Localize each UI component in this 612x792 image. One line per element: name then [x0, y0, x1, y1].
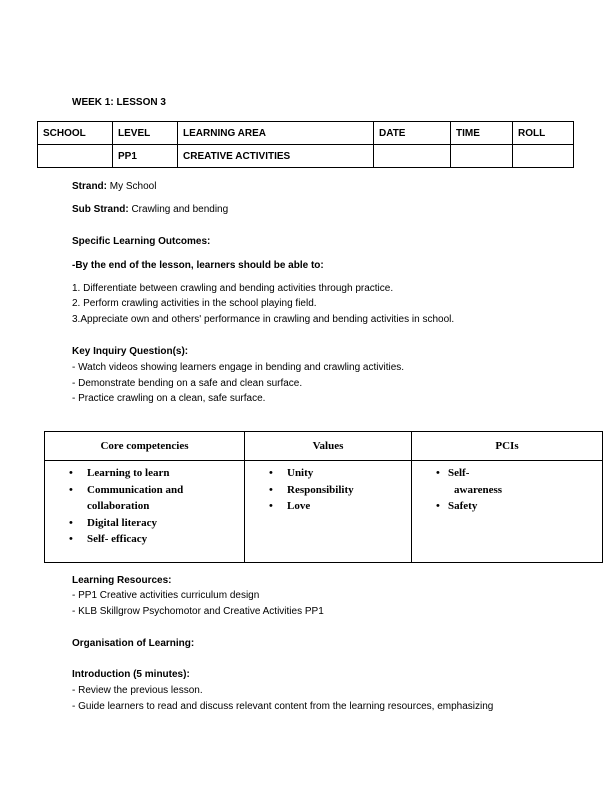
cell-school	[38, 145, 113, 168]
strand-line	[72, 181, 156, 192]
cell-date	[374, 145, 451, 168]
resource-item: - PP1 Creative activities curriculum design	[72, 590, 260, 601]
header-time: TIME	[451, 122, 513, 145]
inquiry-title: Key Inquiry Question(s):	[72, 346, 189, 357]
list-item: • Self-	[448, 465, 601, 482]
bullet-icon: •	[69, 533, 73, 545]
bullet-icon: •	[69, 516, 73, 529]
bullet-icon: •	[436, 500, 440, 512]
list-item: • Responsibility	[287, 482, 410, 499]
header-date: DATE	[374, 122, 451, 145]
header-pcis: PCIs	[412, 432, 603, 461]
bullet-icon: •	[269, 500, 273, 512]
values-cell	[245, 461, 412, 563]
lesson-heading: WEEK 1: LESSON 3	[72, 97, 166, 108]
outcomes-intro: -By the end of the lesson, learners should be able to:	[72, 260, 324, 271]
introduction-item: - Review the previous lesson.	[72, 685, 203, 696]
inquiry-item: - Demonstrate bending on a safe and clean surface.	[72, 378, 303, 389]
inquiry-item: - Watch videos showing learners engage in bending and crawling activities.	[72, 362, 405, 373]
competencies-table	[44, 431, 603, 563]
cell-roll	[513, 145, 574, 168]
table-row	[45, 461, 603, 563]
outcome-item: 2. Perform crawling activities in the school playing field.	[72, 298, 317, 309]
bullet-icon: •	[269, 483, 273, 496]
strand-label: Strand:	[72, 181, 107, 192]
bullet-icon: •	[269, 467, 273, 479]
lesson-info-table	[37, 121, 574, 168]
core-competencies-cell	[45, 461, 245, 563]
values-list	[246, 465, 410, 515]
cell-level: PP1	[113, 145, 178, 168]
list-item: • Learning to learn	[87, 465, 243, 482]
list-item: collaboration	[87, 500, 150, 512]
list-item: • Digital literacy	[87, 515, 243, 532]
sub-strand-label: Sub Strand:	[72, 204, 129, 215]
bullet-icon: •	[69, 467, 73, 479]
table-row	[38, 145, 574, 168]
bullet-icon: •	[436, 467, 440, 479]
list-item: • Communication and	[87, 482, 243, 499]
introduction-item: - Guide learners to read and discuss relevant content from the learning resources, emphasizing	[72, 701, 494, 712]
list-item: • Safety	[448, 498, 601, 515]
introduction-title: Introduction (5 minutes):	[72, 669, 190, 680]
outcomes-title: Specific Learning Outcomes:	[72, 236, 211, 247]
list-item: • Self- efficacy	[87, 531, 243, 548]
strand-value: My School	[107, 181, 157, 192]
list-item: • Unity	[287, 465, 410, 482]
cell-learning-area: CREATIVE ACTIVITIES	[178, 145, 374, 168]
sub-strand-line	[72, 204, 228, 215]
header-level: LEVEL	[113, 122, 178, 145]
resource-item: - KLB Skillgrow Psychomotor and Creative Activities PP1	[72, 606, 324, 617]
core-competencies-list	[46, 465, 243, 548]
outcome-item: 3.Appreciate own and others' performance in crawling and bending activities in school.	[72, 314, 455, 325]
pcis-list	[413, 465, 601, 515]
header-values: Values	[245, 432, 412, 461]
bullet-icon: •	[69, 483, 73, 496]
cell-time	[451, 145, 513, 168]
resources-title: Learning Resources:	[72, 575, 172, 586]
header-core-competencies: Core competencies	[45, 432, 245, 461]
pcis-cell	[412, 461, 603, 563]
inquiry-item: - Practice crawling on a clean, safe surface.	[72, 393, 266, 404]
sub-strand-value: Crawling and bending	[128, 204, 229, 215]
outcome-item: 1. Differentiate between crawling and bending activities through practice.	[72, 283, 394, 294]
list-item: • Love	[287, 498, 410, 515]
table-row	[38, 122, 574, 145]
header-learning-area: LEARNING AREA	[178, 122, 374, 145]
organisation-title: Organisation of Learning:	[72, 638, 195, 649]
header-roll: ROLL	[513, 122, 574, 145]
table-row	[45, 432, 603, 461]
header-school: SCHOOL	[38, 122, 113, 145]
list-item: awareness	[454, 483, 503, 496]
